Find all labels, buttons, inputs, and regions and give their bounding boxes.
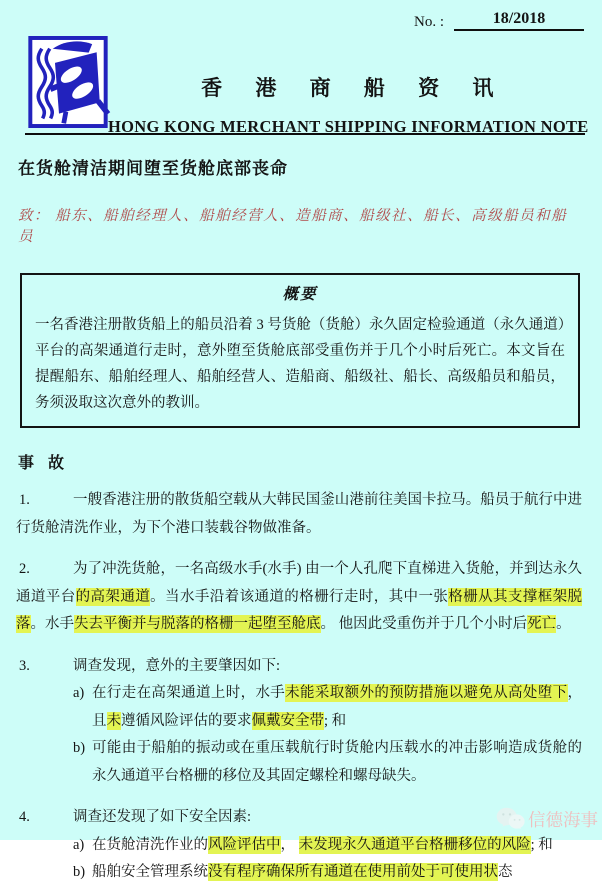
addressee-line: 致： 船东、船舶经理人、船舶经营人、造船商、船级社、船长、高级船员和船员 xyxy=(18,208,568,245)
paragraph-4-number: 4. xyxy=(19,809,30,825)
item-a-text: 在货舱清洗作业的风险评估中， 未发现永久通道平台格栅移位的风险; 和 xyxy=(92,836,553,853)
paragraph-3-intro: 调查发现，意外的主要肇因如下: xyxy=(73,657,281,674)
watermark-text: 信德海事 xyxy=(528,809,598,830)
summary-title: 概要 xyxy=(282,286,318,303)
paragraph-4-intro: 调查还发现了如下安全因素: xyxy=(73,809,252,825)
item-b-text: 可能由于船舶的振动或在重压载航行时货舱内压载水的冲击影响造成货舱的永久通道平台格栅的移位及其固定螺栓和螺母缺失。 xyxy=(92,740,582,784)
paragraph-3-item-b xyxy=(16,735,582,790)
note-number xyxy=(414,10,584,31)
paragraph-3-number: 3. xyxy=(19,657,30,674)
summary-text: 一名香港注册散货船上的船员沿着 3 号货舱（货舱）永久固定检验通道（永久通道）平台的高架通道行走时，意外堕至货舱底部受重伤并于几个小时后死亡。本文旨在提醒船东、船舶经理人、船舶经营人、造船商、船级社、船长、高级船员和船员，务须汲取这次意外的教训。 xyxy=(35,317,565,411)
item-a-marker: a) xyxy=(73,836,85,853)
paragraph-2 xyxy=(16,556,582,639)
section-title-incident: 事 故 xyxy=(18,455,70,472)
paragraph-1 xyxy=(16,487,582,542)
paragraph-3 xyxy=(16,653,582,791)
paragraph-2-text: 为了冲洗货舱，一名高级水手(水手) 由一个人孔爬下直梯进入货舱，并到达永久通道平台的高架通道。当水手沿着该通道的格栅行走时，其中一张格栅从其支撑框架脱落。水手失去平衡并与脱落的格栅一起堕至舱底。 他因此受重伤并于几个小时后死亡。 xyxy=(16,561,583,632)
item-b-marker: b) xyxy=(73,740,86,756)
paragraph-4-item-b xyxy=(16,859,582,887)
item-a-marker: a) xyxy=(73,685,85,701)
item-b-marker: b) xyxy=(73,864,86,880)
paragraph-3-item-a xyxy=(16,680,582,735)
document-title: 在货舱清洁期间堕至货舱底部丧命 xyxy=(18,159,288,178)
paragraph-2-number: 2. xyxy=(19,561,30,577)
summary-box xyxy=(20,273,580,428)
item-b-text: 船舶安全管理系统没有程序确保所有通道在使用前处于可使用状态 xyxy=(92,864,513,880)
paragraph-1-number: 1. xyxy=(19,492,30,508)
header-titles xyxy=(108,36,589,137)
paragraph-1-text: 一艘香港注册的散货船空载从大韩民国釜山港前往美国卡拉马。船员于航行中进行货舱清洗作业，为下个港口装载谷物做准备。 xyxy=(16,492,582,536)
title-chinese: 香 港 商 船 资 讯 xyxy=(201,76,496,100)
document-body xyxy=(16,146,582,887)
document-header xyxy=(28,36,589,137)
watermark xyxy=(495,806,598,832)
wechat-icon xyxy=(495,806,525,832)
title-english: HONG KONG MERCHANT SHIPPING INFORMATION NOTE xyxy=(108,117,589,136)
item-a-text: 在行走在高架通道上时，水手未能采取额外的预防措施以避免从高处堕下，且未遵循风险评估的要求佩戴安全带; 和 xyxy=(92,685,582,729)
note-number-label: No. : xyxy=(414,14,444,30)
header-divider xyxy=(25,133,585,135)
hk-marine-department-logo-icon xyxy=(28,36,108,128)
paragraph-4-item-a xyxy=(16,832,582,860)
note-number-value: 18/2018 xyxy=(454,10,584,31)
